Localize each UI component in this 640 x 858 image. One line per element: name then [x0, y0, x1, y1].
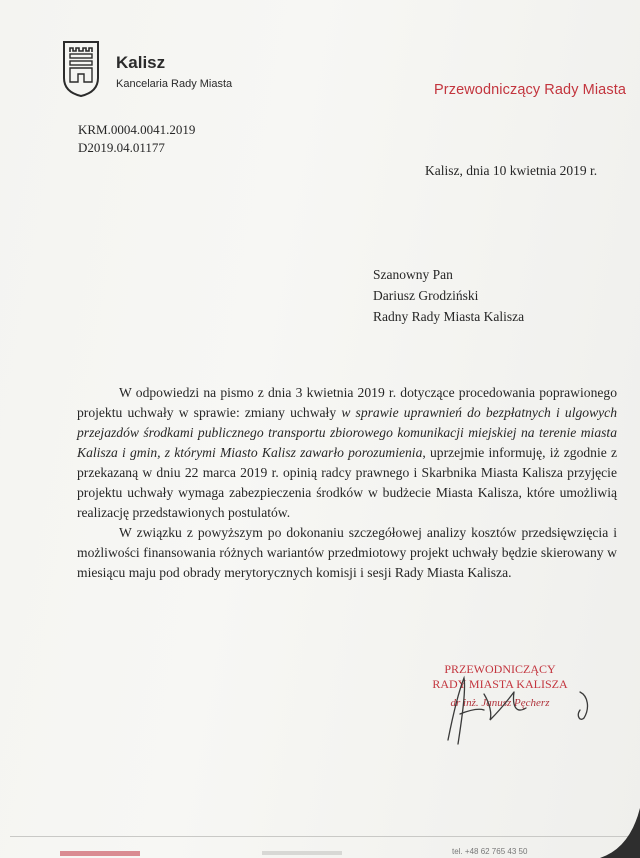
stamp-line: RADY MIASTA KALISZA: [432, 677, 568, 691]
office-title: Przewodniczący Rady Miasta: [434, 82, 626, 98]
handwritten-signature: [430, 670, 605, 750]
resolution-title: w sprawie uprawnień do bezpłatnych i ulgowych przejazdów środkami publicznego transportu zbiorowego komunikacji miejskiej na terenie miasta Kalisza i gmin, z którymi Miasto Kalisz zawarło porozumienia: [77, 405, 617, 460]
addressee-salutation: Szanowny Pan: [373, 267, 453, 282]
addressee-block: [373, 264, 524, 327]
org-subtitle: Kancelaria Rady Miasta: [116, 78, 233, 90]
body-paragraph: [77, 383, 617, 523]
footer-accent-bar: [60, 851, 140, 856]
kalisz-coat-of-arms-logo: [62, 40, 100, 98]
page-corner-shadow: [600, 808, 640, 858]
body-text: W odpowiedzi na pismo z dnia 3 kwietnia 2019 r. dotyczące procedowania poprawionego projektu uchwały w sprawie: zmiany uchwały: [77, 385, 617, 420]
stamp-signatory-name: dr inż. Janusz Pęcherz: [450, 697, 550, 709]
stamp-line: PRZEWODNICZĄCY: [444, 662, 556, 676]
addressee-name: Dariusz Grodziński: [373, 288, 479, 303]
reference-numbers: [78, 121, 195, 157]
footer-text-smudge: [262, 851, 342, 855]
footer-divider: [10, 836, 635, 837]
date-line: Kalisz, dnia 10 kwietnia 2019 r.: [425, 163, 598, 178]
reference-line: D2019.04.01177: [78, 140, 165, 155]
footer-phone: tel. +48 62 765 43 50: [452, 847, 528, 856]
letter-body: [77, 383, 617, 583]
body-paragraph: W związku z powyższym po dokonaniu szczegółowej analizy kosztów przedsięwzięcia i możliwości finansowania różnych wariantów przedmiotowy projekt uchwały będzie skierowany w miesiącu maju pod obrady merytorycznych komisji i sesji Rady Miasta Kalisza.: [77, 525, 617, 580]
addressee-position: Radny Rady Miasta Kalisza: [373, 309, 525, 324]
org-name: Kalisz: [116, 53, 166, 72]
reference-line: KRM.0004.0041.2019: [78, 122, 196, 137]
body-text: , uprzejmie informuję, iż zgodnie z przekazaną w dniu 22 marca 2019 r. opinią radcy prawnego i Skarbnika Miasta Kalisza przyjęcie projektu uchwały wymaga zabezpieczenia środków w budżecie Miasta Kalisza, które umożliwią realizację przedstawionych postulatów.: [77, 445, 617, 520]
